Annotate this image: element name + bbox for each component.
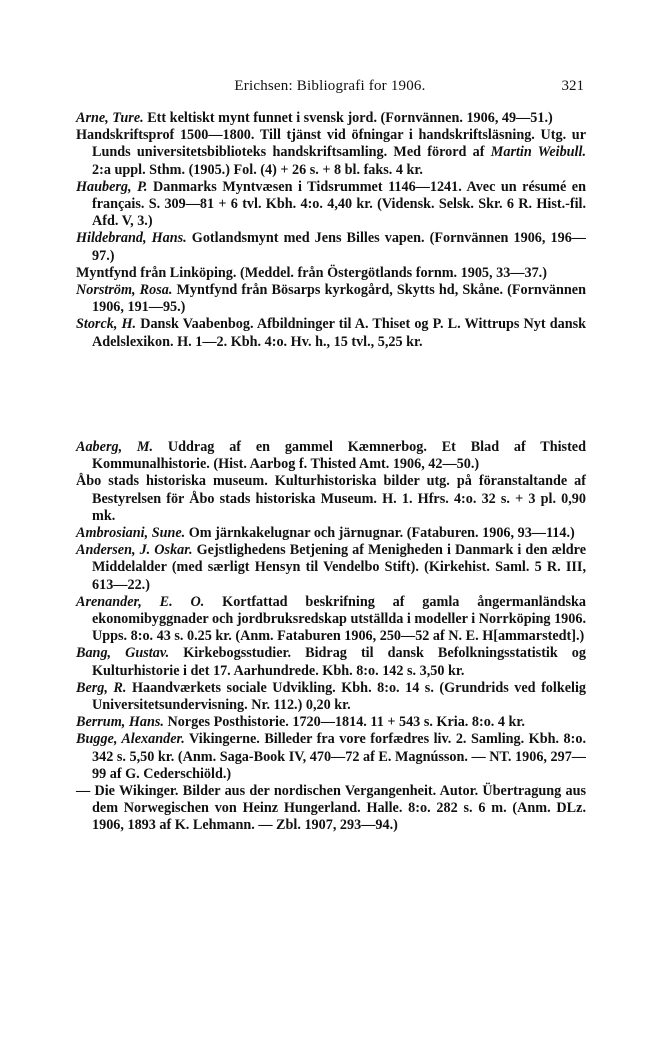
bib-entry <box>76 594 586 646</box>
entry-author: Arne, Ture. <box>76 110 144 126</box>
entry-text: Norges Posthistorie. 1720—1814. 11 + 543 s. Kria. 8:o. 4 kr. <box>163 714 525 731</box>
entry-text: Danmarks Myntvæsen i Tidsrummet 1146—1241. Avec un résumé en français. S. 309—81 + 6 tvl. Kbh. 4:o. 4,40 kr. (Vidensk. Selsk. Skr. 6 R. Hist.-fil. Afd. V, 3.) <box>92 178 586 230</box>
entry-text: Gejstlighedens Betjening af Menigheden i Danmark i den ældre Middelalder (med særligt Hensyn til Vendelbo Stift). (Kirkehist. Saml. 5 R. III, 613—22.) <box>92 542 586 593</box>
entry-author: Hildebrand, Hans. <box>76 230 187 247</box>
bib-entry <box>76 282 586 316</box>
entry-author: Norström, Rosa. <box>76 282 173 299</box>
bib-entry <box>76 439 586 473</box>
entry-text: Uddrag af en gammel Kæmnerbog. Et Blad af Thisted Kommunalhistorie. (Hist. Aarbog f. Thisted Amt. 1906, 42—50.) <box>92 439 586 473</box>
entry-text-2: 2:a uppl. Sthm. (1905.) Fol. (4) + 26 s. + 8 bl. faks. 4 kr. <box>92 161 423 178</box>
entry-author: Hauberg, P. <box>76 178 148 195</box>
entry-author: Arenander, E. O. <box>76 593 205 610</box>
bib-entry <box>76 731 586 783</box>
entry-text: Om järnkakelugnar och järnugnar. (Fataburen. 1906, 93—114.) <box>185 525 575 542</box>
entry-text: Gotlandsmynt med Jens Billes vapen. (Fornvännen 1906, 196—97.) <box>92 230 586 264</box>
entry-author: Berg, R. <box>76 679 127 696</box>
bib-entry <box>76 316 586 350</box>
running-head <box>76 76 584 96</box>
entry-text: Kortfattad beskrifning af gamla ångermanländska ekonomibyggnader och jordbruksredskap utställda i modeller i Norrköping 1906. Upps. 8:o. 43 s. 0.25 kr. (Anm. Fataburen 1906, 250—52 af N. E. H[ammarstedt].) <box>92 593 586 645</box>
entry-author: Bang, Gustav. <box>76 645 170 662</box>
entry-text: Kirkebogsstudier. Bidrag til dansk Befolkningsstatistik og Kulturhistorie i det 17. Aarhundrede. Kbh. 8:o. 142 s. 3,50 kr. <box>92 645 586 679</box>
page-number: 321 <box>561 78 584 94</box>
bib-entry <box>76 525 586 542</box>
bib-entry <box>76 542 586 594</box>
bib-entry <box>76 680 586 714</box>
entry-text: Dansk Vaabenbog. Afbildninger til A. Thiset og P. L. Wittrups Nyt dansk Adelslexikon. H. 1—2. Kbh. 4:o. Hv. h., 15 tvl., 5,25 kr. <box>92 316 587 350</box>
entries-section-1 <box>76 110 586 351</box>
running-head-title: Erichsen: Bibliografi for 1906. <box>234 78 426 94</box>
entry-text: — Die Wikinger. Bilder aus der nordischen Vergangenheit. Autor. Übertragung aus dem Norwegischen von Heinz Hungerland. Halle. 8:o. 282 s. 6 m. (Anm. DLz. 1906, 1893 af K. Lehmann. — Zbl. 1907, 293—94.) <box>76 783 586 834</box>
bib-entry <box>76 230 586 264</box>
entry-text: Myntfynd från Linköping. (Meddel. från Östergötlands fornm. 1905, 33—37.) <box>76 264 547 281</box>
entry-italic: Martin Weibull. <box>490 144 586 161</box>
entry-text: Haandværkets sociale Udvikling. Kbh. 8:o. 14 s. (Grundrids ved folkelig Universitetsundervisning. Nr. 112.) 0,20 kr. <box>92 679 586 714</box>
entry-author: Andersen, J. Oskar. <box>76 542 193 559</box>
bib-entry <box>76 179 586 231</box>
entry-text: Vikingerne. Billeder fra vore forfædres liv. 2. Samling. Kbh. 8:o. 342 s. 5,50 kr. (Anm. Saga-Book IV, 470—72 af E. Magnússon. — NT. 1906, 297—99 af G. Cederschiöld.) <box>92 731 586 782</box>
entry-text: Myntfynd från Bösarps kyrkogård, Skytts hd, Skåne. (Fornvännen 1906, 191—95.) <box>92 282 586 316</box>
entry-author: Bugge, Alexander. <box>76 731 185 748</box>
bib-entry <box>76 645 586 679</box>
entry-author: Ambrosiani, Sune. <box>76 525 186 542</box>
entry-text: Handskriftsprof 1500—1800. Till tjänst vid öfningar i handskriftsläsning. Utg. ur Lunds universitetsbiblioteks handskriftsamling. Med förord af <box>76 127 586 161</box>
entries-section-2 <box>76 439 586 835</box>
entry-text: Åbo stads historiska museum. Kulturhistoriska bilder utg. på föranstaltande af Bestyrelsen för Åbo stads historiska Museum. H. 1. Hfrs. 4:o. 32 s. + 3 pl. 0,90 mk. <box>76 473 586 524</box>
bib-entry <box>76 783 586 835</box>
bib-entry <box>76 265 586 282</box>
entry-author: Berrum, Hans. <box>76 714 164 731</box>
entry-author: Aaberg, M. <box>76 439 154 455</box>
bib-entry <box>76 110 586 127</box>
entry-author: Storck, H. <box>76 316 137 333</box>
bib-entry <box>76 473 586 525</box>
entry-text: Ett keltiskt mynt funnet i svensk jord. (Fornvännen. 1906, 49—51.) <box>143 110 553 126</box>
bib-entry <box>76 714 586 731</box>
bib-entry <box>76 127 586 179</box>
